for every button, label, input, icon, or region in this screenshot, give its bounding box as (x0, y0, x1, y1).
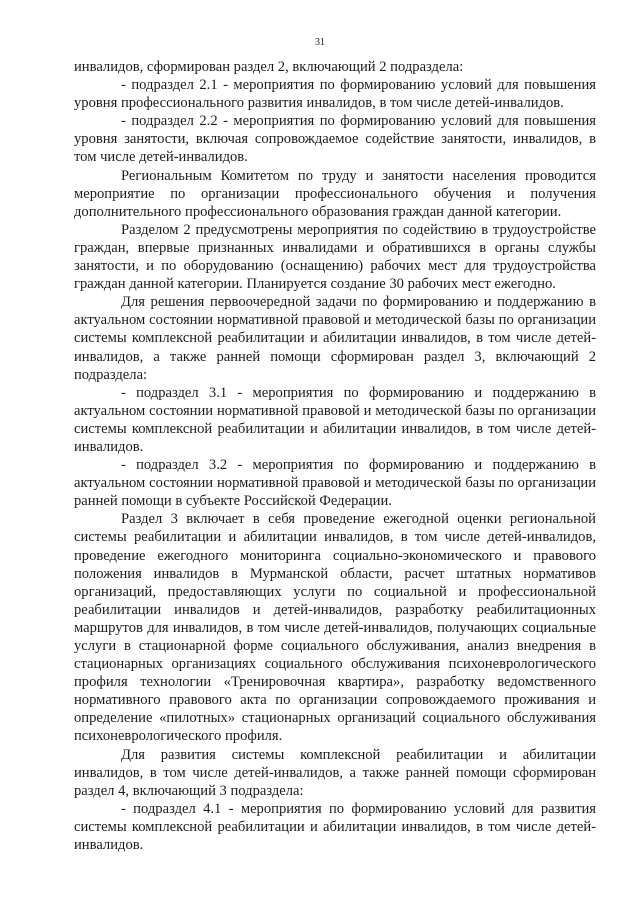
paragraph-subsection-4-1: - подраздел 4.1 - мероприятия по формированию условий для развития системы комплексной реабилитации и абилитации инвалидов, в том числе детей-инвалидов. (74, 800, 596, 854)
page-number: 31 (315, 37, 325, 48)
paragraph-subsection-2-1: - подраздел 2.1 - мероприятия по формированию условий для повышения уровня профессионального развития инвалидов, в том числе детей-инвалидов. (74, 77, 596, 112)
paragraph-subsection-3-1: - подраздел 3.1 - мероприятия по формированию и поддержанию в актуальном состоянии нормативной правовой и методической базы по организации системы комплексной реабилитации и абилитации инвалидов, в том числе детей-инвалидов. (74, 384, 596, 455)
paragraph-subsection-2-2: - подраздел 2.2 - мероприятия по формированию условий для повышения уровня занятости, включая сопровождаемое содействие занятости, инвалидов, в том числе детей-инвалидов. (74, 113, 596, 166)
document-body (74, 58, 596, 854)
paragraph-subsection-3-2: - подраздел 3.2 - мероприятия по формированию и поддержанию в актуальном состоянии нормативной правовой и методической базы по организации ранней помощи в субъекте Российской Федерации. (74, 457, 596, 510)
paragraph-section-4-intro: Для развития системы комплексной реабилитации и абилитации инвалидов, в том числе детей-инвалидов, а также ранней помощи сформирован раздел 4, включающий 3 подраздела: (74, 746, 596, 799)
paragraph-regional-committee: Региональным Комитетом по труду и занятости населения проводится мероприятие по организации профессионального обучения и получения дополнительного профессионального образования граждан данной категории. (74, 167, 596, 220)
paragraph-section-3-content: Раздел 3 включает в себя проведение ежегодной оценки региональной системы реабилитации и абилитации инвалидов, в том числе детей-инвалидов, проведение ежегодного мониторинга социально-экономического и правового положения инвалидов в Мурманской области, расчет штатных нормативов организаций, предоставляющих услуги по социальной и профессиональной реабилитации инвалидов и детей-инвалидов, разработку реабилитационных маршрутов для инвалидов, в том числе детей-инвалидов, получающих социальные услуги в стационарной форме социального обслуживания, анализ внедрения в стационарных организациях социального обслуживания психоневрологического профиля технологии «Тренировочная квартира», разработку ведомственного нормативного правового акта по организации сопровождаемого проживания и определение «пилотных» стационарных организаций социального обслуживания психоневрологического профиля. (74, 511, 596, 745)
paragraph-section-2-measures: Разделом 2 предусмотрены мероприятия по содействию в трудоустройстве граждан, впервые признанных инвалидами и обратившихся в органы службы занятости, и по оборудованию (оснащению) рабочих мест для трудоустройства граждан данной категории. Планируется создание 30 рабочих мест ежегодно. (74, 221, 596, 293)
paragraph-continuation: инвалидов, сформирован раздел 2, включающий 2 подраздела: (74, 59, 464, 75)
paragraph-section-3-intro: Для решения первоочередной задачи по формированию и поддержанию в актуальном состоянии нормативной правовой и методической базы по организации системы комплексной реабилитации и абилитации инвалидов, в том числе детей-инвалидов, а также ранней помощи сформирован раздел 3, включающий 2 подраздела: (74, 294, 596, 383)
